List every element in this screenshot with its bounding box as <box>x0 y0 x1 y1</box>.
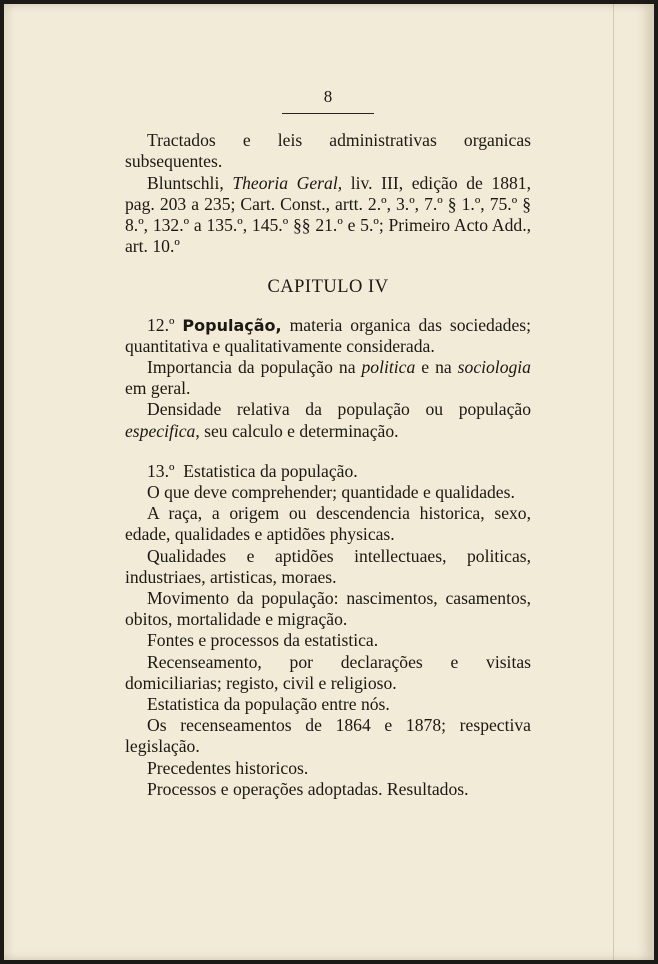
book-page <box>4 4 654 960</box>
section-13-item: Precedentes historicos. <box>147 757 309 778</box>
section-13-item: Estatistica da população entre nós. <box>147 694 390 715</box>
text-run: e na <box>415 357 458 378</box>
section-13-heading: 13.º Estatistica da população. <box>147 460 358 481</box>
section-12-text: materia organica das sociedades; quantitativa e qualitativamente considerada. <box>125 314 531 356</box>
section-13-item: Fontes e processos da estatistica. <box>147 630 379 651</box>
text-run: Importancia da população na <box>147 357 362 378</box>
author-name: Bluntschli, <box>147 172 224 193</box>
page-text-block <box>125 86 531 800</box>
italic-sociologia: sociologia <box>457 357 531 378</box>
section-13-item: Recenseamento, por declarações e visitas domiciliarias; registo, civil e religioso. <box>125 651 531 693</box>
section-12-density <box>125 399 531 441</box>
page-fold-shadow <box>613 4 614 960</box>
header-rule <box>282 113 374 114</box>
page-number: 8 <box>323 87 333 106</box>
text-run: , seu calculo e determinação. <box>195 420 399 441</box>
section-13-item: O que deve comprehender; quantidade e qualidades. <box>147 482 515 503</box>
section-13-item: Movimento da população: nascimentos, casamentos, obitos, mortalidade e migração. <box>125 588 531 630</box>
section-13-item: Processos e operações adoptadas. Resultados. <box>147 778 469 799</box>
citation-details: liv. III, edição de 1881, pag. 203 a 235; Cart. Const., artt. 2.º, 3.º, 7.º § 1.º, 75.º § 8.º, 132.º a 135.º, 145.º §§ 21.º e 5.º; Primeiro Acto Add., art. 10.º <box>125 172 531 257</box>
section-12-paragraph <box>125 315 531 357</box>
text-run: Densidade relativa da população ou população <box>147 399 531 420</box>
section-12-importance <box>125 357 531 399</box>
section-13-item: A raça, a origem ou descendencia historica, sexo, edade, qualidades e aptidões physicas. <box>125 503 531 545</box>
paragraph-bluntschli <box>125 173 531 258</box>
book-title: Theoria Geral, <box>232 172 343 193</box>
italic-politica: politica <box>361 357 416 378</box>
section-13-item: Qualidades e aptidões intellectuaes, politicas, industriaes, artisticas, moraes. <box>125 545 531 587</box>
section-12-number: 12.º <box>147 314 175 335</box>
italic-especifica: especifica <box>125 420 196 441</box>
text-run: em geral. <box>125 378 191 399</box>
paragraph-tractados: Tractados e leis administrativas organicas subsequentes. <box>125 130 531 172</box>
section-12-keyword: População, <box>182 315 282 335</box>
section-spacer <box>125 442 531 461</box>
chapter-heading: CAPITULO IV <box>267 277 389 298</box>
section-13-item: Os recenseamentos de 1864 e 1878; respectiva legislação. <box>125 715 531 757</box>
